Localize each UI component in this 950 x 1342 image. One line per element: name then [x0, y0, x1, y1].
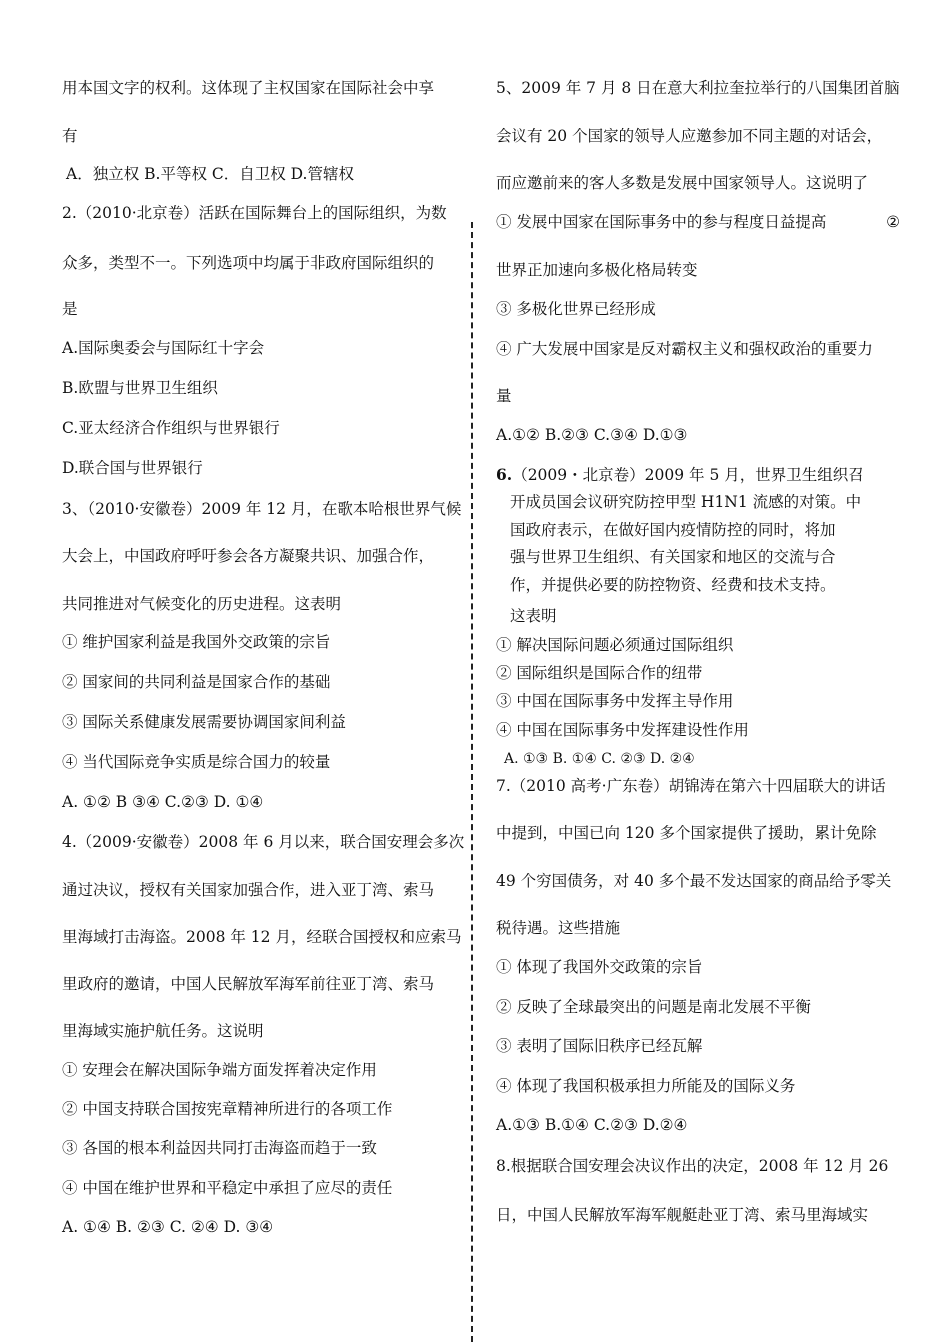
q4-line-5: 里海域实施护航任务。这说明 — [62, 1022, 264, 1040]
q2-line-2: 众多，类型不一。下列选项中均属于非政府国际组织的 — [62, 254, 435, 272]
q8-line-2: 日，中国人民解放军海军舰艇赴亚丁湾、索马里海域实 — [496, 1206, 869, 1224]
q8-line-1: 8.根据联合国安理会决议作出的决定，2008 年 12 月 26 — [496, 1157, 889, 1175]
q3-line-2: 大会上，中国政府呼吁参会各方凝聚共识、加强合作， — [62, 547, 435, 565]
q1-line-2: 有 — [62, 127, 78, 145]
q7-statement-2: ② 反映了全球最突出的问题是南北发展不平衡 — [496, 998, 811, 1016]
q6-statement-1: ① 解决国际问题必须通过国际组织 — [496, 636, 734, 654]
q5-statement-2-marker: ② — [886, 213, 900, 231]
q7-line-2: 中提到，中国已向 120 多个国家提供了援助，累计免除 — [496, 824, 877, 842]
q2-option-d: D.联合国与世界银行 — [62, 459, 203, 477]
q1-line-1: 用本国文字的权利。这体现了主权国家在国际社会中享 — [62, 79, 435, 97]
q7-statement-1: ① 体现了我国外交政策的宗旨 — [496, 958, 703, 976]
q4-options: A. ①④ B. ②③ C. ②④ D. ③④ — [62, 1218, 274, 1236]
q6-line-1 — [496, 465, 906, 485]
q2-option-a: A.国际奥委会与国际红十字会 — [62, 339, 265, 357]
q7-statement-4: ④ 体现了我国积极承担力所能及的国际义务 — [496, 1077, 796, 1095]
q4-statement-3: ③ 各国的根本利益因共同打击海盗而趋于一致 — [62, 1139, 377, 1157]
q2-line-3: 是 — [62, 300, 78, 318]
q4-line-4: 里政府的邀请，中国人民解放军海军前往亚丁湾、索马 — [62, 975, 435, 993]
q4-statement-2: ② 中国支持联合国按宪章精神所进行的各项工作 — [62, 1100, 393, 1118]
q7-options: A.①③ B.①④ C.②③ D.②④ — [496, 1116, 688, 1134]
q5-line-1: 5、2009 年 7 月 8 日在意大利拉奎拉举行的八国集团首脑 — [496, 79, 900, 97]
q5-statement-4-a: ④ 广大发展中国家是反对霸权主义和强权政治的重要力 — [496, 340, 873, 358]
q4-line-1: 4.（2009·安徽卷）2008 年 6 月以来，联合国安理会多次 — [62, 833, 465, 851]
q6-line-4: 强与世界卫生组织、有关国家和地区的交流与合 — [510, 548, 836, 566]
q4-line-2: 通过决议，授权有关国家加强合作，进入亚丁湾、索马 — [62, 881, 435, 899]
q3-line-1: 3、（2010·安徽卷）2009 年 12 月，在歌本哈根世界气候 — [62, 500, 462, 518]
q4-line-3: 里海域打击海盗。2008 年 12 月，经联合国授权和应索马 — [62, 928, 462, 946]
q3-options: A. ①② B ③④ C.②③ D. ①④ — [62, 793, 264, 811]
q7-statement-3: ③ 表明了国际旧秩序已经瓦解 — [496, 1037, 703, 1055]
q6-line-6: 这表明 — [510, 607, 557, 625]
q1-options: A．独立权 B.平等权 C．自卫权 D.管辖权 — [66, 165, 354, 183]
q2-option-c: C.亚太经济合作组织与世界银行 — [62, 419, 280, 437]
q5-line-2: 会议有 20 个国家的领导人应邀参加不同主题的对话会， — [496, 127, 883, 145]
q3-statement-4: ④ 当代国际竞争实质是综合国力的较量 — [62, 753, 331, 771]
q5-statement-4-b: 量 — [496, 387, 512, 405]
q6-statement-2: ② 国际组织是国际合作的纽带 — [496, 664, 703, 682]
q5-statement-2: 世界正加速向多极化格局转变 — [496, 261, 698, 279]
q6-statement-3: ③ 中国在国际事务中发挥主导作用 — [496, 692, 734, 710]
q5-statement-1: ① 发展中国家在国际事务中的参与程度日益提高 — [496, 213, 827, 231]
q3-statement-3: ③ 国际关系健康发展需要协调国家间利益 — [62, 713, 346, 731]
q6-source: （2009・北京卷） — [512, 466, 645, 484]
q6-line-1-text: 2009 年 5 月，世界卫生组织召 — [644, 466, 864, 484]
q5-statement-3: ③ 多极化世界已经形成 — [496, 300, 656, 318]
q7-line-4: 税待遇。这些措施 — [496, 919, 621, 937]
q6-statement-4: ④ 中国在国际事务中发挥建设性作用 — [496, 721, 749, 739]
q5-statement-1-row — [496, 212, 906, 232]
q4-statement-4: ④ 中国在维护世界和平稳定中承担了应尽的责任 — [62, 1179, 393, 1197]
q3-statement-2: ② 国家间的共同利益是国家合作的基础 — [62, 673, 331, 691]
q2-option-b: B.欧盟与世界卫生组织 — [62, 379, 218, 397]
q4-statement-1: ① 安理会在解决国际争端方面发挥着决定作用 — [62, 1061, 377, 1079]
q6-line-2: 开成员国会议研究防控甲型 H1N1 流感的对策。中 — [510, 493, 862, 511]
q2-line-1: 2.（2010·北京卷）活跃在国际舞台上的国际组织，为数 — [62, 204, 447, 222]
q5-options: A.①② B.②③ C.③④ D.①③ — [496, 426, 688, 444]
q6-options: A. ①③ B. ①④ C. ②③ D. ②④ — [504, 751, 695, 767]
q7-line-1: 7.（2010 高考·广东卷）胡锦涛在第六十四届联大的讲话 — [496, 777, 886, 795]
q6-line-5: 作，并提供必要的防控物资、经费和技术支持。 — [510, 576, 836, 594]
q3-statement-1: ① 维护国家利益是我国外交政策的宗旨 — [62, 633, 331, 651]
q3-line-3: 共同推进对气候变化的历史进程。这表明 — [62, 595, 342, 613]
q6-line-3: 国政府表示，在做好国内疫情防控的同时，将加 — [510, 521, 836, 539]
q6-number: 6. — [496, 465, 513, 484]
column-divider — [471, 222, 473, 1342]
q5-line-3: 而应邀前来的客人多数是发展中国家领导人。这说明了 — [496, 174, 869, 192]
q7-line-3: 49 个穷国债务，对 40 多个最不发达国家的商品给予零关 — [496, 872, 892, 890]
